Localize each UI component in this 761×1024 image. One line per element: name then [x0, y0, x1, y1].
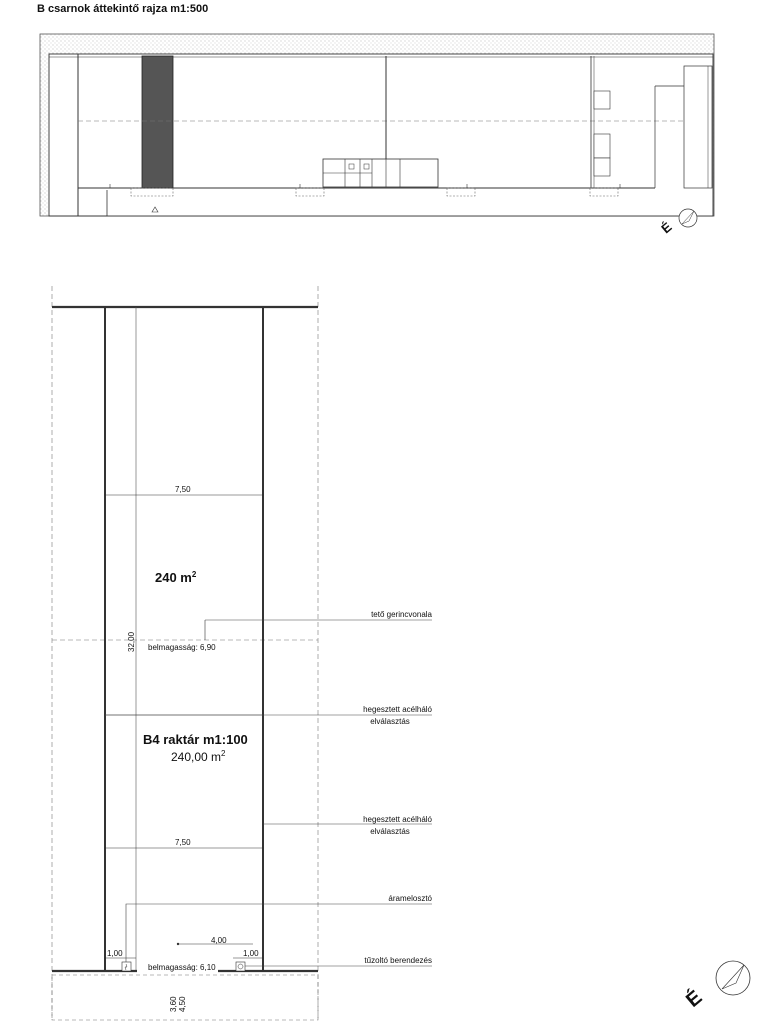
- detail-north-arrow: [681, 961, 750, 1012]
- overview-plan: [40, 34, 714, 236]
- ceiling-height-2: belmagasság: 6,10: [148, 963, 216, 972]
- height-dimension-b: 4,50: [178, 996, 187, 1012]
- detail-plan: [52, 286, 750, 1020]
- area-label: 240 $m^2$: [155, 570, 197, 585]
- mesh-partition-label-2b: elválasztás: [370, 827, 410, 836]
- room-area: 240,00 $m^2$: [171, 749, 226, 764]
- door-dimension: 4,00: [211, 936, 227, 945]
- ceiling-height-1: belmagasság: 6,90: [148, 643, 216, 652]
- mesh-partition-label-1b: elválasztás: [370, 717, 410, 726]
- fire-equipment-label: tűzoltó berendezés: [364, 956, 432, 965]
- ridge-line-label: tető gerincvonala: [371, 610, 432, 619]
- distribution-board-label: áramelosztó: [388, 894, 432, 903]
- mesh-partition-label-1a: hegesztett acélháló: [363, 705, 432, 714]
- width-dimension-bottom: 7,50: [175, 838, 191, 847]
- overview-north-label: É: [658, 219, 675, 237]
- height-dimension-a: 3,60: [169, 996, 178, 1012]
- sheet-title: B csarnok áttekintő rajza m1:500: [37, 3, 209, 15]
- room-name: B4 raktár m1:100: [143, 732, 248, 747]
- detail-north-label: É: [682, 986, 707, 1012]
- fire-equipment-symbol: [236, 962, 245, 971]
- overview-highlighted-b4: [142, 56, 173, 188]
- side-dimension-right: 1,00: [243, 949, 259, 958]
- distribution-board-symbol: [122, 962, 131, 971]
- overview-office-block: [323, 159, 438, 187]
- length-dimension: 32,00: [127, 631, 136, 652]
- width-dimension-top: 7,50: [175, 485, 191, 494]
- mesh-partition-label-2a: hegesztett acélháló: [363, 815, 432, 824]
- side-dimension-left: 1,00: [107, 949, 123, 958]
